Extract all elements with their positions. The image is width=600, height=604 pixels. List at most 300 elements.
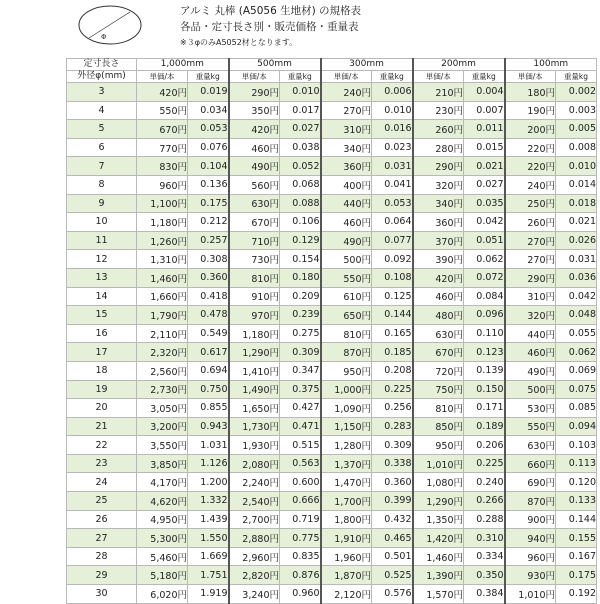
weight-cell: 0.076 — [188, 138, 229, 157]
price-cell: 550円 — [505, 417, 556, 436]
price-cell: 260円 — [505, 213, 556, 232]
weight-cell: 0.144 — [556, 510, 597, 529]
price-cell: 730円 — [229, 250, 280, 269]
weight-cell: 1.751 — [188, 566, 229, 585]
weight-cell: 0.347 — [280, 361, 321, 380]
price-cell: 240円 — [505, 175, 556, 194]
weight-cell: 0.275 — [280, 324, 321, 343]
price-cell: 1,910円 — [321, 529, 372, 548]
weight-cell: 0.010 — [372, 101, 413, 120]
weight-cell: 0.960 — [280, 585, 321, 604]
weight-cell: 0.350 — [464, 566, 505, 585]
price-cell: 610円 — [321, 287, 372, 306]
weight-cell: 0.041 — [372, 175, 413, 194]
weight-cell: 0.017 — [280, 101, 321, 120]
table-row — [67, 138, 597, 157]
diameter-cell: 19 — [67, 380, 137, 399]
weight-cell: 0.600 — [280, 473, 321, 492]
weight-cell: 0.150 — [464, 380, 505, 399]
weight-cell: 0.432 — [372, 510, 413, 529]
price-cell: 440円 — [505, 324, 556, 343]
weight-cell: 0.069 — [556, 361, 597, 380]
price-cell: 280円 — [413, 138, 464, 157]
price-cell: 1,960円 — [321, 547, 372, 566]
weight-cell: 0.016 — [372, 120, 413, 139]
weight-cell: 0.027 — [280, 120, 321, 139]
table-row — [67, 231, 597, 250]
table-row — [67, 213, 597, 232]
price-cell: 3,050円 — [137, 399, 188, 418]
price-cell: 960円 — [137, 175, 188, 194]
weight-cell: 1.332 — [188, 492, 229, 511]
weight-cell: 0.015 — [464, 138, 505, 157]
price-cell: 630円 — [505, 436, 556, 455]
weight-cell: 0.035 — [464, 194, 505, 213]
diameter-cell: 5 — [67, 120, 137, 139]
diameter-cell: 15 — [67, 306, 137, 325]
price-cell: 560円 — [229, 175, 280, 194]
weight-cell: 0.309 — [372, 436, 413, 455]
round-bar-cross-section-icon — [75, 3, 145, 47]
weight-cell: 0.034 — [188, 101, 229, 120]
weight-cell: 0.120 — [556, 473, 597, 492]
price-header: 単価/本 — [137, 71, 188, 83]
weight-cell: 0.943 — [188, 417, 229, 436]
price-cell: 460円 — [413, 287, 464, 306]
weight-cell: 1.439 — [188, 510, 229, 529]
weight-cell: 0.085 — [556, 399, 597, 418]
price-cell: 6,020円 — [137, 585, 188, 604]
diameter-cell: 23 — [67, 454, 137, 473]
length-header-300: 300mm — [321, 59, 413, 71]
table-row — [67, 529, 597, 548]
weight-cell: 0.053 — [188, 120, 229, 139]
price-cell: 850円 — [413, 417, 464, 436]
price-cell: 3,850円 — [137, 454, 188, 473]
price-cell: 670円 — [229, 213, 280, 232]
diameter-cell: 10 — [67, 213, 137, 232]
price-cell: 770円 — [137, 138, 188, 157]
price-cell: 950円 — [321, 361, 372, 380]
weight-cell: 0.125 — [372, 287, 413, 306]
weight-cell: 0.110 — [464, 324, 505, 343]
weight-cell: 0.004 — [464, 83, 505, 102]
weight-cell: 0.136 — [188, 175, 229, 194]
price-cell: 190円 — [505, 101, 556, 120]
price-header: 単価/本 — [321, 71, 372, 83]
table-row — [67, 473, 597, 492]
material-note: ※３φのみA5052材となります。 — [180, 38, 298, 47]
weight-cell: 0.021 — [556, 213, 597, 232]
table-row — [67, 175, 597, 194]
weight-cell: 0.240 — [464, 473, 505, 492]
weight-cell: 0.005 — [556, 120, 597, 139]
price-cell: 2,880円 — [229, 529, 280, 548]
price-cell: 340円 — [321, 138, 372, 157]
price-cell: 2,560円 — [137, 361, 188, 380]
weight-cell: 0.563 — [280, 454, 321, 473]
price-cell: 390円 — [413, 250, 464, 269]
weight-cell: 0.077 — [372, 231, 413, 250]
weight-cell: 0.876 — [280, 566, 321, 585]
diameter-cell: 22 — [67, 436, 137, 455]
table-row — [67, 324, 597, 343]
price-cell: 230円 — [413, 101, 464, 120]
price-cell: 910円 — [229, 287, 280, 306]
price-cell: 360円 — [321, 157, 372, 176]
weight-cell: 0.018 — [556, 194, 597, 213]
diameter-cell: 21 — [67, 417, 137, 436]
price-cell: 290円 — [505, 268, 556, 287]
weight-cell: 0.266 — [464, 492, 505, 511]
weight-cell: 0.185 — [372, 343, 413, 362]
price-cell: 1,460円 — [413, 547, 464, 566]
weight-cell: 0.036 — [556, 268, 597, 287]
diameter-cell: 25 — [67, 492, 137, 511]
length-header-500: 500mm — [229, 59, 321, 71]
weight-cell: 0.103 — [556, 436, 597, 455]
price-cell: 1,290円 — [229, 343, 280, 362]
length-header-100: 100mm — [505, 59, 597, 71]
weight-cell: 0.309 — [280, 343, 321, 362]
price-cell: 2,960円 — [229, 547, 280, 566]
price-cell: 220円 — [505, 157, 556, 176]
weight-cell: 0.084 — [464, 287, 505, 306]
weight-cell: 0.139 — [464, 361, 505, 380]
weight-cell: 1.669 — [188, 547, 229, 566]
weight-cell: 0.113 — [556, 454, 597, 473]
price-cell: 310円 — [321, 120, 372, 139]
weight-cell: 0.014 — [556, 175, 597, 194]
weight-cell: 0.062 — [556, 343, 597, 362]
weight-header: 重量kg — [280, 71, 321, 83]
length-header-200: 200mm — [413, 59, 505, 71]
price-cell: 630円 — [413, 324, 464, 343]
price-cell: 810円 — [321, 324, 372, 343]
weight-cell: 0.239 — [280, 306, 321, 325]
diameter-cell: 20 — [67, 399, 137, 418]
weight-cell: 0.308 — [188, 250, 229, 269]
price-cell: 1,730円 — [229, 417, 280, 436]
weight-cell: 0.167 — [556, 547, 597, 566]
price-cell: 420円 — [137, 83, 188, 102]
price-cell: 460円 — [505, 343, 556, 362]
header — [0, 0, 600, 56]
price-cell: 970円 — [229, 306, 280, 325]
price-cell: 2,700円 — [229, 510, 280, 529]
price-cell: 660円 — [505, 454, 556, 473]
weight-cell: 0.123 — [464, 343, 505, 362]
price-cell: 550円 — [321, 268, 372, 287]
weight-cell: 0.053 — [372, 194, 413, 213]
price-cell: 1,650円 — [229, 399, 280, 418]
price-cell: 500円 — [321, 250, 372, 269]
diameter-cell: 6 — [67, 138, 137, 157]
diameter-cell: 16 — [67, 324, 137, 343]
weight-cell: 1.126 — [188, 454, 229, 473]
weight-cell: 0.465 — [372, 529, 413, 548]
weight-cell: 0.021 — [464, 157, 505, 176]
price-cell: 810円 — [413, 399, 464, 418]
price-cell: 670円 — [137, 120, 188, 139]
price-cell: 460円 — [321, 213, 372, 232]
weight-cell: 0.334 — [464, 547, 505, 566]
price-cell: 2,080円 — [229, 454, 280, 473]
diameter-cell: 7 — [67, 157, 137, 176]
weight-cell: 0.092 — [372, 250, 413, 269]
weight-cell: 0.576 — [372, 585, 413, 604]
price-cell: 490円 — [505, 361, 556, 380]
price-cell: 490円 — [229, 157, 280, 176]
price-cell: 2,320円 — [137, 343, 188, 362]
price-cell: 220円 — [505, 138, 556, 157]
price-cell: 930円 — [505, 566, 556, 585]
weight-cell: 0.209 — [280, 287, 321, 306]
price-cell: 3,200円 — [137, 417, 188, 436]
price-cell: 350円 — [229, 101, 280, 120]
weight-header: 重量kg — [372, 71, 413, 83]
diameter-cell: 26 — [67, 510, 137, 529]
price-cell: 270円 — [321, 101, 372, 120]
weight-cell: 0.026 — [556, 231, 597, 250]
weight-cell: 0.064 — [372, 213, 413, 232]
weight-cell: 0.471 — [280, 417, 321, 436]
price-cell: 400円 — [321, 175, 372, 194]
price-cell: 290円 — [413, 157, 464, 176]
price-cell: 1,000円 — [321, 380, 372, 399]
diameter-cell: 3 — [67, 83, 137, 102]
price-cell: 960円 — [505, 547, 556, 566]
weight-cell: 0.019 — [188, 83, 229, 102]
table-row — [67, 101, 597, 120]
weight-cell: 0.180 — [280, 268, 321, 287]
price-cell: 1,390円 — [413, 566, 464, 585]
price-cell: 710円 — [229, 231, 280, 250]
price-cell: 180円 — [505, 83, 556, 102]
corner-length-label: 定寸長さ — [67, 59, 137, 71]
diameter-cell: 28 — [67, 547, 137, 566]
weight-cell: 0.515 — [280, 436, 321, 455]
diameter-label: Φ — [101, 33, 107, 41]
weight-cell: 0.360 — [188, 268, 229, 287]
weight-header: 重量kg — [464, 71, 505, 83]
price-cell: 5,460円 — [137, 547, 188, 566]
price-cell: 530円 — [505, 399, 556, 418]
weight-cell: 0.338 — [372, 454, 413, 473]
diameter-cell: 8 — [67, 175, 137, 194]
table-row — [67, 436, 597, 455]
price-cell: 1,010円 — [413, 454, 464, 473]
price-cell: 490円 — [321, 231, 372, 250]
weight-cell: 0.256 — [372, 399, 413, 418]
price-cell: 1,790円 — [137, 306, 188, 325]
weight-cell: 0.011 — [464, 120, 505, 139]
weight-cell: 0.129 — [280, 231, 321, 250]
price-cell: 950円 — [413, 436, 464, 455]
weight-cell: 0.006 — [372, 83, 413, 102]
price-header: 単価/本 — [413, 71, 464, 83]
price-cell: 500円 — [505, 380, 556, 399]
weight-cell: 1.031 — [188, 436, 229, 455]
weight-header: 重量kg — [556, 71, 597, 83]
price-cell: 1,700円 — [321, 492, 372, 511]
price-cell: 4,950円 — [137, 510, 188, 529]
weight-cell: 0.384 — [464, 585, 505, 604]
price-cell: 240円 — [321, 83, 372, 102]
diameter-cell: 30 — [67, 585, 137, 604]
diameter-cell: 9 — [67, 194, 137, 213]
price-cell: 200円 — [505, 120, 556, 139]
price-cell: 900円 — [505, 510, 556, 529]
weight-cell: 0.525 — [372, 566, 413, 585]
price-cell: 260円 — [413, 120, 464, 139]
diameter-cell: 29 — [67, 566, 137, 585]
spec-table — [66, 58, 597, 604]
price-cell: 1,290円 — [413, 492, 464, 511]
price-cell: 1,310円 — [137, 250, 188, 269]
weight-cell: 0.310 — [464, 529, 505, 548]
diameter-cell: 18 — [67, 361, 137, 380]
weight-cell: 1.919 — [188, 585, 229, 604]
price-cell: 1,180円 — [229, 324, 280, 343]
weight-cell: 0.719 — [280, 510, 321, 529]
weight-cell: 0.003 — [556, 101, 597, 120]
price-cell: 5,300円 — [137, 529, 188, 548]
price-cell: 1,930円 — [229, 436, 280, 455]
price-cell: 670円 — [413, 343, 464, 362]
table-row — [67, 120, 597, 139]
price-cell: 1,470円 — [321, 473, 372, 492]
weight-cell: 0.212 — [188, 213, 229, 232]
price-cell: 1,370円 — [321, 454, 372, 473]
weight-cell: 0.399 — [372, 492, 413, 511]
price-cell: 3,550円 — [137, 436, 188, 455]
diameter-cell: 27 — [67, 529, 137, 548]
weight-cell: 0.002 — [556, 83, 597, 102]
weight-cell: 1.200 — [188, 473, 229, 492]
table-row — [67, 268, 597, 287]
weight-cell: 0.108 — [372, 268, 413, 287]
weight-cell: 0.007 — [464, 101, 505, 120]
price-cell: 440円 — [321, 194, 372, 213]
price-cell: 340円 — [413, 194, 464, 213]
weight-cell: 0.010 — [556, 157, 597, 176]
table-row — [67, 343, 597, 362]
price-cell: 870円 — [321, 343, 372, 362]
price-cell: 1,280円 — [321, 436, 372, 455]
weight-cell: 0.208 — [372, 361, 413, 380]
table-row — [67, 83, 597, 102]
length-header-1000: 1,000mm — [137, 59, 229, 71]
price-cell: 2,110円 — [137, 324, 188, 343]
weight-cell: 0.133 — [556, 492, 597, 511]
table-row — [67, 399, 597, 418]
price-cell: 320円 — [505, 306, 556, 325]
weight-cell: 0.175 — [188, 194, 229, 213]
price-header: 単価/本 — [229, 71, 280, 83]
table-row — [67, 492, 597, 511]
price-cell: 630円 — [229, 194, 280, 213]
price-cell: 2,540円 — [229, 492, 280, 511]
diameter-cell: 13 — [67, 268, 137, 287]
weight-cell: 0.010 — [280, 83, 321, 102]
weight-cell: 0.027 — [464, 175, 505, 194]
weight-cell: 0.155 — [556, 529, 597, 548]
diameter-cell: 24 — [67, 473, 137, 492]
price-cell: 1,410円 — [229, 361, 280, 380]
weight-cell: 0.042 — [556, 287, 597, 306]
table-row — [67, 361, 597, 380]
price-cell: 310円 — [505, 287, 556, 306]
weight-cell: 0.375 — [280, 380, 321, 399]
price-cell: 870円 — [505, 492, 556, 511]
price-cell: 270円 — [505, 250, 556, 269]
price-cell: 250円 — [505, 194, 556, 213]
weight-cell: 0.225 — [464, 454, 505, 473]
weight-cell: 0.104 — [188, 157, 229, 176]
table-row — [67, 566, 597, 585]
price-cell: 1,150円 — [321, 417, 372, 436]
table-row — [67, 250, 597, 269]
table-row — [67, 157, 597, 176]
price-cell: 720円 — [413, 361, 464, 380]
price-cell: 1,090円 — [321, 399, 372, 418]
weight-cell: 0.835 — [280, 547, 321, 566]
weight-cell: 0.062 — [464, 250, 505, 269]
price-cell: 460円 — [229, 138, 280, 157]
price-cell: 3,240円 — [229, 585, 280, 604]
weight-cell: 0.775 — [280, 529, 321, 548]
weight-cell: 0.617 — [188, 343, 229, 362]
table-row — [67, 380, 597, 399]
weight-cell: 0.694 — [188, 361, 229, 380]
price-cell: 2,730円 — [137, 380, 188, 399]
price-cell: 1,080円 — [413, 473, 464, 492]
price-cell: 270円 — [505, 231, 556, 250]
price-cell: 370円 — [413, 231, 464, 250]
weight-cell: 0.048 — [556, 306, 597, 325]
weight-cell: 0.360 — [372, 473, 413, 492]
price-cell: 1,260円 — [137, 231, 188, 250]
weight-cell: 0.096 — [464, 306, 505, 325]
weight-cell: 0.257 — [188, 231, 229, 250]
price-cell: 690円 — [505, 473, 556, 492]
price-cell: 5,180円 — [137, 566, 188, 585]
price-cell: 360円 — [413, 213, 464, 232]
weight-cell: 0.418 — [188, 287, 229, 306]
weight-cell: 0.165 — [372, 324, 413, 343]
price-cell: 1,100円 — [137, 194, 188, 213]
weight-cell: 0.106 — [280, 213, 321, 232]
price-header: 単価/本 — [505, 71, 556, 83]
price-cell: 2,240円 — [229, 473, 280, 492]
weight-cell: 0.051 — [464, 231, 505, 250]
price-cell: 2,820円 — [229, 566, 280, 585]
price-cell: 1,350円 — [413, 510, 464, 529]
weight-cell: 0.855 — [188, 399, 229, 418]
weight-cell: 0.283 — [372, 417, 413, 436]
diameter-cell: 17 — [67, 343, 137, 362]
weight-cell: 0.055 — [556, 324, 597, 343]
price-cell: 550円 — [137, 101, 188, 120]
price-cell: 1,420円 — [413, 529, 464, 548]
weight-cell: 0.175 — [556, 566, 597, 585]
price-cell: 830円 — [137, 157, 188, 176]
price-cell: 810円 — [229, 268, 280, 287]
price-cell: 420円 — [229, 120, 280, 139]
table-row — [67, 306, 597, 325]
diameter-cell: 11 — [67, 231, 137, 250]
